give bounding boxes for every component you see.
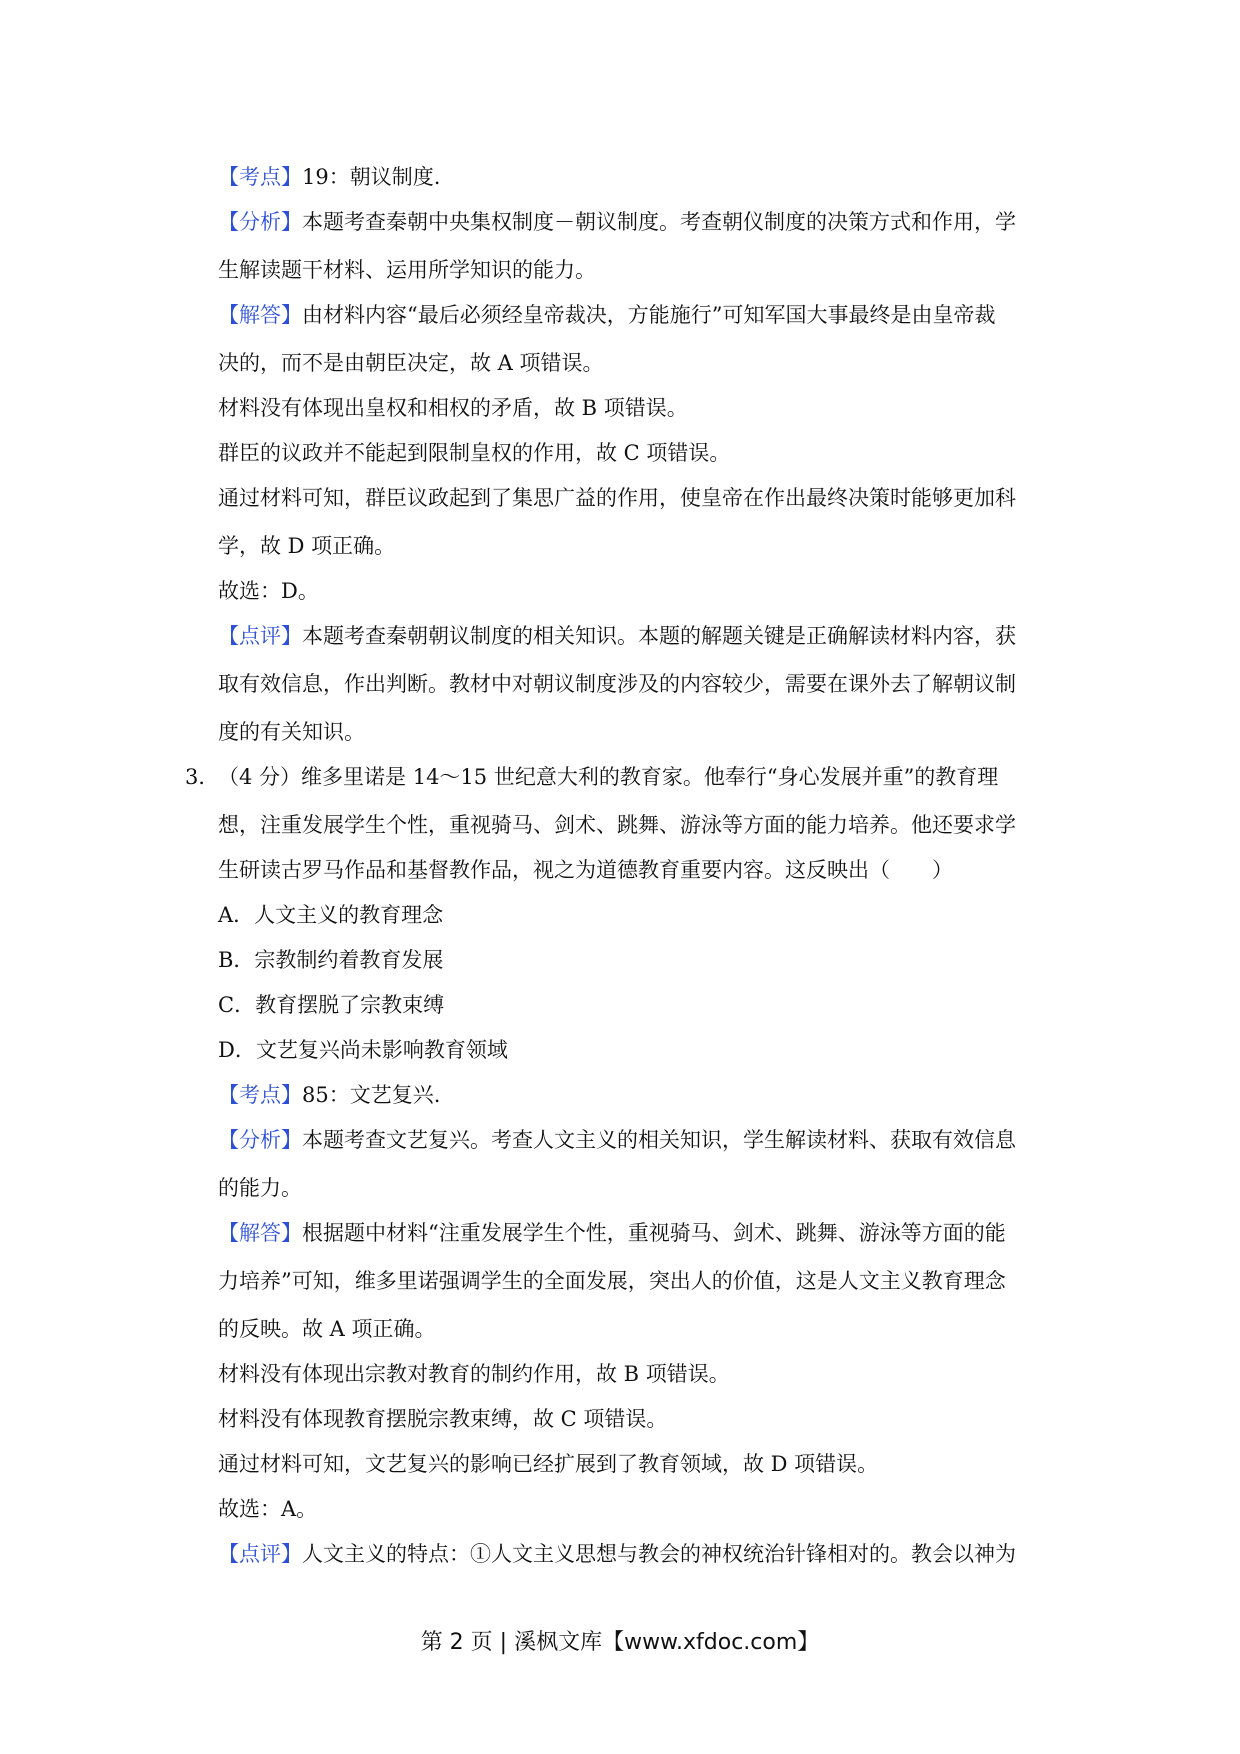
q2-jieda-line-1 xyxy=(218,301,1058,329)
q2-jieda-line-2: 决的，而不是由朝臣决定，故 A 项错误。 xyxy=(218,351,604,375)
q2-dianping-line-1 xyxy=(218,622,1058,650)
dianping-tag: 【点评】 xyxy=(218,624,302,648)
q3-jieda-line-3: 的反映。故 A 项正确。 xyxy=(218,1317,436,1341)
fenxi-tag: 【分析】 xyxy=(218,1128,302,1152)
q3-jieda-line-1 xyxy=(218,1219,1058,1247)
kaodian-text: 85：文艺复兴. xyxy=(302,1083,441,1107)
q3-stem-line-1: （4 分）维多里诺是 14～15 世纪意大利的教育家。他奉行“身心发展并重”的教育理 xyxy=(218,765,999,789)
q3-option-a: A．人文主义的教育理念 xyxy=(218,903,444,927)
dianping-text: 人文主义的特点：①人文主义思想与教会的神权统治针锋相对的。教会以神为 xyxy=(302,1542,1016,1566)
q2-jieda-line-6: 学，故 D 项正确。 xyxy=(218,534,396,558)
q3-stem-line-3: 生研读古罗马作品和基督教作品，视之为道德教育重要内容。这反映出（ ） xyxy=(218,858,953,882)
q3-fenxi-line-2: 的能力。 xyxy=(218,1176,302,1200)
q2-kaodian-line xyxy=(218,163,1058,191)
dianping-tag: 【点评】 xyxy=(218,1542,302,1566)
kaodian-tag: 【考点】 xyxy=(218,165,302,189)
q2-dianping-line-3: 度的有关知识。 xyxy=(218,720,365,744)
kaodian-tag: 【考点】 xyxy=(218,1083,302,1107)
q2-answer: 故选：D。 xyxy=(218,579,319,603)
q2-dianping-line-2: 取有效信息，作出判断。教材中对朝议制度涉及的内容较少，需要在课外去了解朝议制 xyxy=(218,672,1016,696)
page-footer: 第 2 页 | 溪枫文库【www.xfdoc.com】 xyxy=(420,1630,820,1655)
q3-stem-line-2: 想，注重发展学生个性，重视骑马、剑术、跳舞、游泳等方面的能力培养。他还要求学 xyxy=(218,813,1016,837)
q2-jieda-line-5: 通过材料可知，群臣议政起到了集思广益的作用，使皇帝在作出最终决策时能够更加科 xyxy=(218,486,1016,510)
q3-dianping-line-1 xyxy=(218,1540,1058,1568)
jieda-tag: 【解答】 xyxy=(218,303,302,327)
q3-kaodian-line xyxy=(218,1081,1058,1109)
q2-fenxi-line-2: 生解读题干材料、运用所学知识的能力。 xyxy=(218,258,596,282)
jieda-text: 根据题中材料“注重发展学生个性，重视骑马、剑术、跳舞、游泳等方面的能 xyxy=(302,1221,1006,1245)
q3-option-c: C．教育摆脱了宗教束缚 xyxy=(218,993,445,1017)
fenxi-text: 本题考查文艺复兴。考查人文主义的相关知识，学生解读材料、获取有效信息 xyxy=(302,1128,1016,1152)
q2-jieda-line-3: 材料没有体现出皇权和相权的矛盾，故 B 项错误。 xyxy=(218,396,688,420)
q3-jieda-line-4: 材料没有体现出宗教对教育的制约作用，故 B 项错误。 xyxy=(218,1362,730,1386)
dianping-text: 本题考查秦朝朝议制度的相关知识。本题的解题关键是正确解读材料内容，获 xyxy=(302,624,1016,648)
q3-option-d: D．文艺复兴尚未影响教育领域 xyxy=(218,1038,508,1062)
jieda-tag: 【解答】 xyxy=(218,1221,302,1245)
fenxi-text: 本题考查秦朝中央集权制度－朝议制度。考查朝仪制度的决策方式和作用，学 xyxy=(302,210,1016,234)
kaodian-text: 19：朝议制度. xyxy=(302,165,441,189)
q2-fenxi-line-1 xyxy=(218,208,1058,236)
q3-number: 3． xyxy=(185,765,220,789)
q3-jieda-line-6: 通过材料可知，文艺复兴的影响已经扩展到了教育领域，故 D 项错误。 xyxy=(218,1452,879,1476)
q2-jieda-line-4: 群臣的议政并不能起到限制皇权的作用，故 C 项错误。 xyxy=(218,441,731,465)
q3-answer: 故选：A。 xyxy=(218,1497,318,1521)
q3-jieda-line-5: 材料没有体现教育摆脱宗教束缚，故 C 项错误。 xyxy=(218,1407,668,1431)
q3-option-b: B．宗教制约着教育发展 xyxy=(218,948,444,972)
q3-fenxi-line-1 xyxy=(218,1126,1058,1154)
q3-jieda-line-2: 力培养”可知，维多里诺强调学生的全面发展，突出人的价值，这是人文主义教育理念 xyxy=(218,1269,1006,1293)
fenxi-tag: 【分析】 xyxy=(218,210,302,234)
jieda-text: 由材料内容“最后必须经皇帝裁决，方能施行”可知军国大事最终是由皇帝裁 xyxy=(302,303,996,327)
